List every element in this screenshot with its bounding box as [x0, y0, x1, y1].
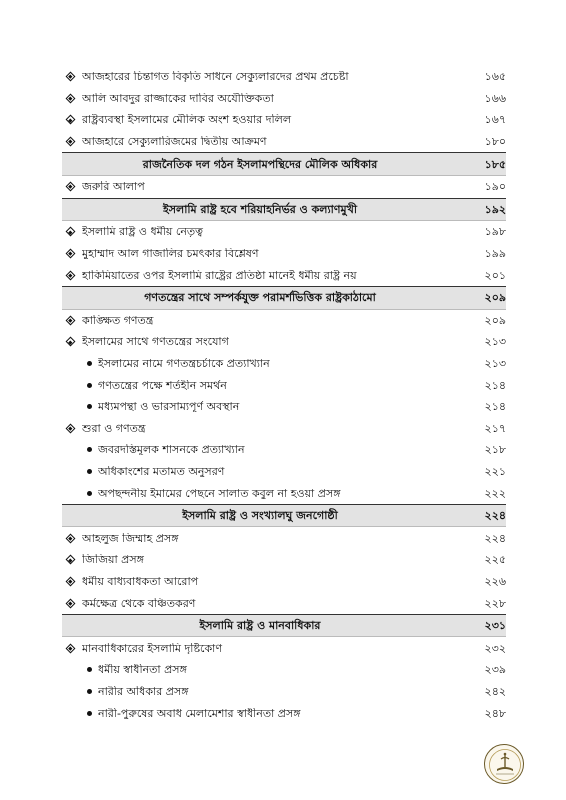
- bullet-icon: [62, 137, 78, 146]
- bullet-icon: [62, 249, 78, 258]
- bullet-icon: [62, 599, 78, 608]
- entry-title: জিজিয়া প্রসঙ্গ: [82, 554, 144, 566]
- toc-subentry: [62, 374, 506, 396]
- toc-entry: [62, 418, 506, 440]
- entry-title: ইসলামি রাষ্ট্র ও ধর্মীয় নেতৃত্ব: [82, 226, 203, 238]
- dot-bullet-icon: [87, 361, 92, 366]
- page-number: ২২২: [484, 486, 506, 500]
- diamond-bullet-icon: [66, 534, 75, 543]
- toc-section-header: [62, 614, 506, 638]
- entry-title: আজহারে সেক্যুলারিজমের দ্বিতীয় আক্রমণ: [82, 136, 267, 148]
- entry-title: আলি আবদুর রাজ্জাকের দাবির অযৌক্তিকতা: [82, 92, 274, 104]
- toc-entry: [62, 264, 506, 286]
- toc-entry: [62, 66, 506, 88]
- toc-entry: [62, 637, 506, 659]
- toc-section-header: [62, 198, 506, 222]
- diamond-bullet-icon: [66, 94, 75, 103]
- bullet-icon: [62, 424, 78, 433]
- entry-title: হাকিমিয়াতের ওপর ইসলামি রাষ্ট্রের প্রতিষ্ঠা মানেই ধর্মীয় রাষ্ট্র নয়: [82, 269, 357, 281]
- toc-entry: [62, 592, 506, 614]
- page-number: ১৯৯: [484, 247, 506, 261]
- toc-section-header: [62, 152, 506, 176]
- page-number: ১৯২: [484, 202, 506, 216]
- entry-title: মানবাধিকারের ইসলামি দৃষ্টিকোণ: [82, 642, 222, 654]
- entry-title: রাষ্ট্রব্যবস্থা ইসলামের মৌলিক অংশ হওয়ার দলিল: [82, 114, 292, 126]
- entry-title: নারী-পুরুষের অবাধ মেলামেশার স্বাধীনতা প্রসঙ্গ: [98, 707, 301, 719]
- page-number: ২২৫: [484, 553, 506, 567]
- entry-title: আহলুজ জিম্মাহ প্রসঙ্গ: [82, 532, 179, 544]
- bullet-icon: [84, 689, 94, 694]
- bullet-icon: [62, 577, 78, 586]
- page-number: ২১৪: [484, 400, 506, 414]
- publisher-logo-icon: [484, 744, 524, 784]
- entry-title: মধ্যমপন্থা ও ভারসাম্যপূর্ণ অবস্থান: [98, 401, 240, 413]
- diamond-bullet-icon: [66, 555, 75, 564]
- toc-entry: [62, 131, 506, 153]
- bullet-icon: [84, 711, 94, 716]
- dot-bullet-icon: [87, 404, 92, 409]
- page-number: ২২১: [484, 464, 506, 478]
- section-title: ইসলামি রাষ্ট্র ও সংখ্যালঘু জনগোষ্ঠী: [182, 509, 338, 523]
- toc-entry: [62, 527, 506, 549]
- bullet-icon: [84, 447, 94, 452]
- bullet-icon: [62, 644, 78, 653]
- toc-entry: [62, 88, 506, 110]
- toc-entry: [62, 310, 506, 332]
- bullet-icon: [84, 667, 94, 672]
- bullet-icon: [62, 555, 78, 564]
- dot-bullet-icon: [87, 383, 92, 388]
- toc-subentry: [62, 702, 506, 724]
- toc-subentry: [62, 353, 506, 375]
- bullet-icon: [62, 72, 78, 81]
- toc-entry: [62, 331, 506, 353]
- page-number: ১৬৭: [484, 113, 506, 127]
- bullet-icon: [84, 404, 94, 409]
- entry-title: ইসলামের নামে গণতন্ত্রচর্চাকে প্রত্যাখ্যান: [98, 358, 270, 370]
- diamond-bullet-icon: [66, 72, 75, 81]
- entry-title: কাঙ্ক্ষিত গণতন্ত্র: [82, 314, 154, 326]
- page-number: ২১৩: [484, 357, 506, 371]
- page-number: ২২৮: [484, 596, 506, 610]
- page-number: ২৩৯: [484, 663, 506, 677]
- page-number: ১৬৬: [484, 91, 506, 105]
- page-number: ১৮০: [484, 135, 506, 149]
- diamond-bullet-icon: [66, 424, 75, 433]
- bullet-icon: [62, 94, 78, 103]
- dot-bullet-icon: [87, 469, 92, 474]
- diamond-bullet-icon: [66, 227, 75, 236]
- entry-title: জবরদস্তিমূলক শাসনকে প্রত্যাখ্যান: [98, 444, 245, 456]
- table-of-contents: [62, 66, 506, 724]
- page-number: ২১৮: [484, 443, 506, 457]
- toc-entry: [62, 176, 506, 198]
- bullet-icon: [84, 361, 94, 366]
- entry-title: ধর্মীয় বাধ্যবাধকতা আরোপ: [82, 575, 199, 587]
- bullet-icon: [62, 182, 78, 191]
- toc-section-header: [62, 286, 506, 310]
- page-number: ২০১: [484, 268, 506, 282]
- toc-entry: [62, 549, 506, 571]
- entry-title: গণতন্ত্রের পক্ষে শর্তহীন সমর্থন: [98, 379, 227, 391]
- entry-title: ধর্মীয় স্বাধীনতা প্রসঙ্গ: [98, 664, 187, 676]
- entry-title: মুহাম্মাদ আল গাজালির চমৎকার বিশ্লেষণ: [82, 248, 259, 260]
- diamond-bullet-icon: [66, 271, 75, 280]
- page-number: ২৩১: [484, 619, 506, 633]
- diamond-bullet-icon: [66, 644, 75, 653]
- section-title: রাজনৈতিক দল গঠন ইসলামপন্থিদের মৌলিক অধিকার: [142, 157, 378, 171]
- entry-title: আজহারের চিন্তাগত বিকৃতি সাধনে সেক্যুলারদের প্রথম প্রচেষ্টা: [82, 71, 349, 83]
- diamond-bullet-icon: [66, 577, 75, 586]
- page-number: ২২৬: [484, 574, 506, 588]
- toc-subentry: [62, 396, 506, 418]
- section-title: ইসলামি রাষ্ট্র হবে শরিয়াহনির্ভর ও কল্যাণমুখী: [163, 202, 357, 216]
- entry-title: ইসলামের সাথে গণতন্ত্রের সংযোগ: [82, 336, 229, 348]
- page-number: ১৬৫: [484, 70, 506, 84]
- entry-title: অধিকাংশের মতামত অনুসরণ: [98, 465, 225, 477]
- bullet-icon: [84, 469, 94, 474]
- page-number: ২২৪: [484, 531, 506, 545]
- page-number: ২৩২: [484, 641, 506, 655]
- bullet-icon: [84, 383, 94, 388]
- bullet-icon: [62, 316, 78, 325]
- diamond-bullet-icon: [66, 249, 75, 258]
- page-number: ২০৯: [484, 313, 506, 327]
- page-number: ২২৪: [484, 509, 506, 523]
- toc-subentry: [62, 482, 506, 504]
- bullet-icon: [84, 491, 94, 496]
- bullet-icon: [62, 337, 78, 346]
- diamond-bullet-icon: [66, 316, 75, 325]
- entry-title: জরুরি আলাপ: [82, 181, 145, 193]
- page-number: ১৮৫: [484, 157, 506, 171]
- toc-section-header: [62, 504, 506, 528]
- entry-title: শুরা ও গণতন্ত্র: [82, 422, 146, 434]
- diamond-bullet-icon: [66, 137, 75, 146]
- section-title: গণতন্ত্রের সাথে সম্পর্কযুক্ত পরামর্শভিত্তিক রাষ্ট্রকাঠামো: [144, 291, 376, 305]
- dot-bullet-icon: [87, 447, 92, 452]
- section-title: ইসলামি রাষ্ট্র ও মানবাধিকার: [199, 619, 321, 633]
- toc-subentry: [62, 659, 506, 681]
- entry-title: নারীর অধিকার প্রসঙ্গ: [98, 685, 189, 697]
- page-number: ২৪২: [484, 684, 506, 698]
- entry-title: কর্মক্ষেত্র থেকে বঞ্চিতকরণ: [82, 597, 196, 609]
- diamond-bullet-icon: [66, 182, 75, 191]
- toc-subentry: [62, 461, 506, 483]
- page-number: ২১৪: [484, 378, 506, 392]
- page-number: ২৪৮: [484, 706, 506, 720]
- toc-entry: [62, 243, 506, 265]
- diamond-bullet-icon: [66, 115, 75, 124]
- toc-subentry: [62, 439, 506, 461]
- diamond-bullet-icon: [66, 599, 75, 608]
- bullet-icon: [62, 534, 78, 543]
- bullet-icon: [62, 115, 78, 124]
- page-number: ১৯০: [484, 180, 506, 194]
- toc-entry: [62, 221, 506, 243]
- dot-bullet-icon: [87, 689, 92, 694]
- toc-subentry: [62, 681, 506, 703]
- page-number: ২১৭: [484, 421, 506, 435]
- page-number: ২১৩: [484, 335, 506, 349]
- bullet-icon: [62, 227, 78, 236]
- dot-bullet-icon: [87, 667, 92, 672]
- toc-entry: [62, 109, 506, 131]
- entry-title: অপছন্দনীয় ইমামের পেছনে সালাত কবুল না হওয়া প্রসঙ্গ: [98, 487, 341, 499]
- bullet-icon: [62, 271, 78, 280]
- page-number: ২০৯: [484, 291, 506, 305]
- page-number: ১৯৮: [484, 225, 506, 239]
- dot-bullet-icon: [87, 711, 92, 716]
- diamond-bullet-icon: [66, 337, 75, 346]
- toc-entry: [62, 571, 506, 593]
- dot-bullet-icon: [87, 491, 92, 496]
